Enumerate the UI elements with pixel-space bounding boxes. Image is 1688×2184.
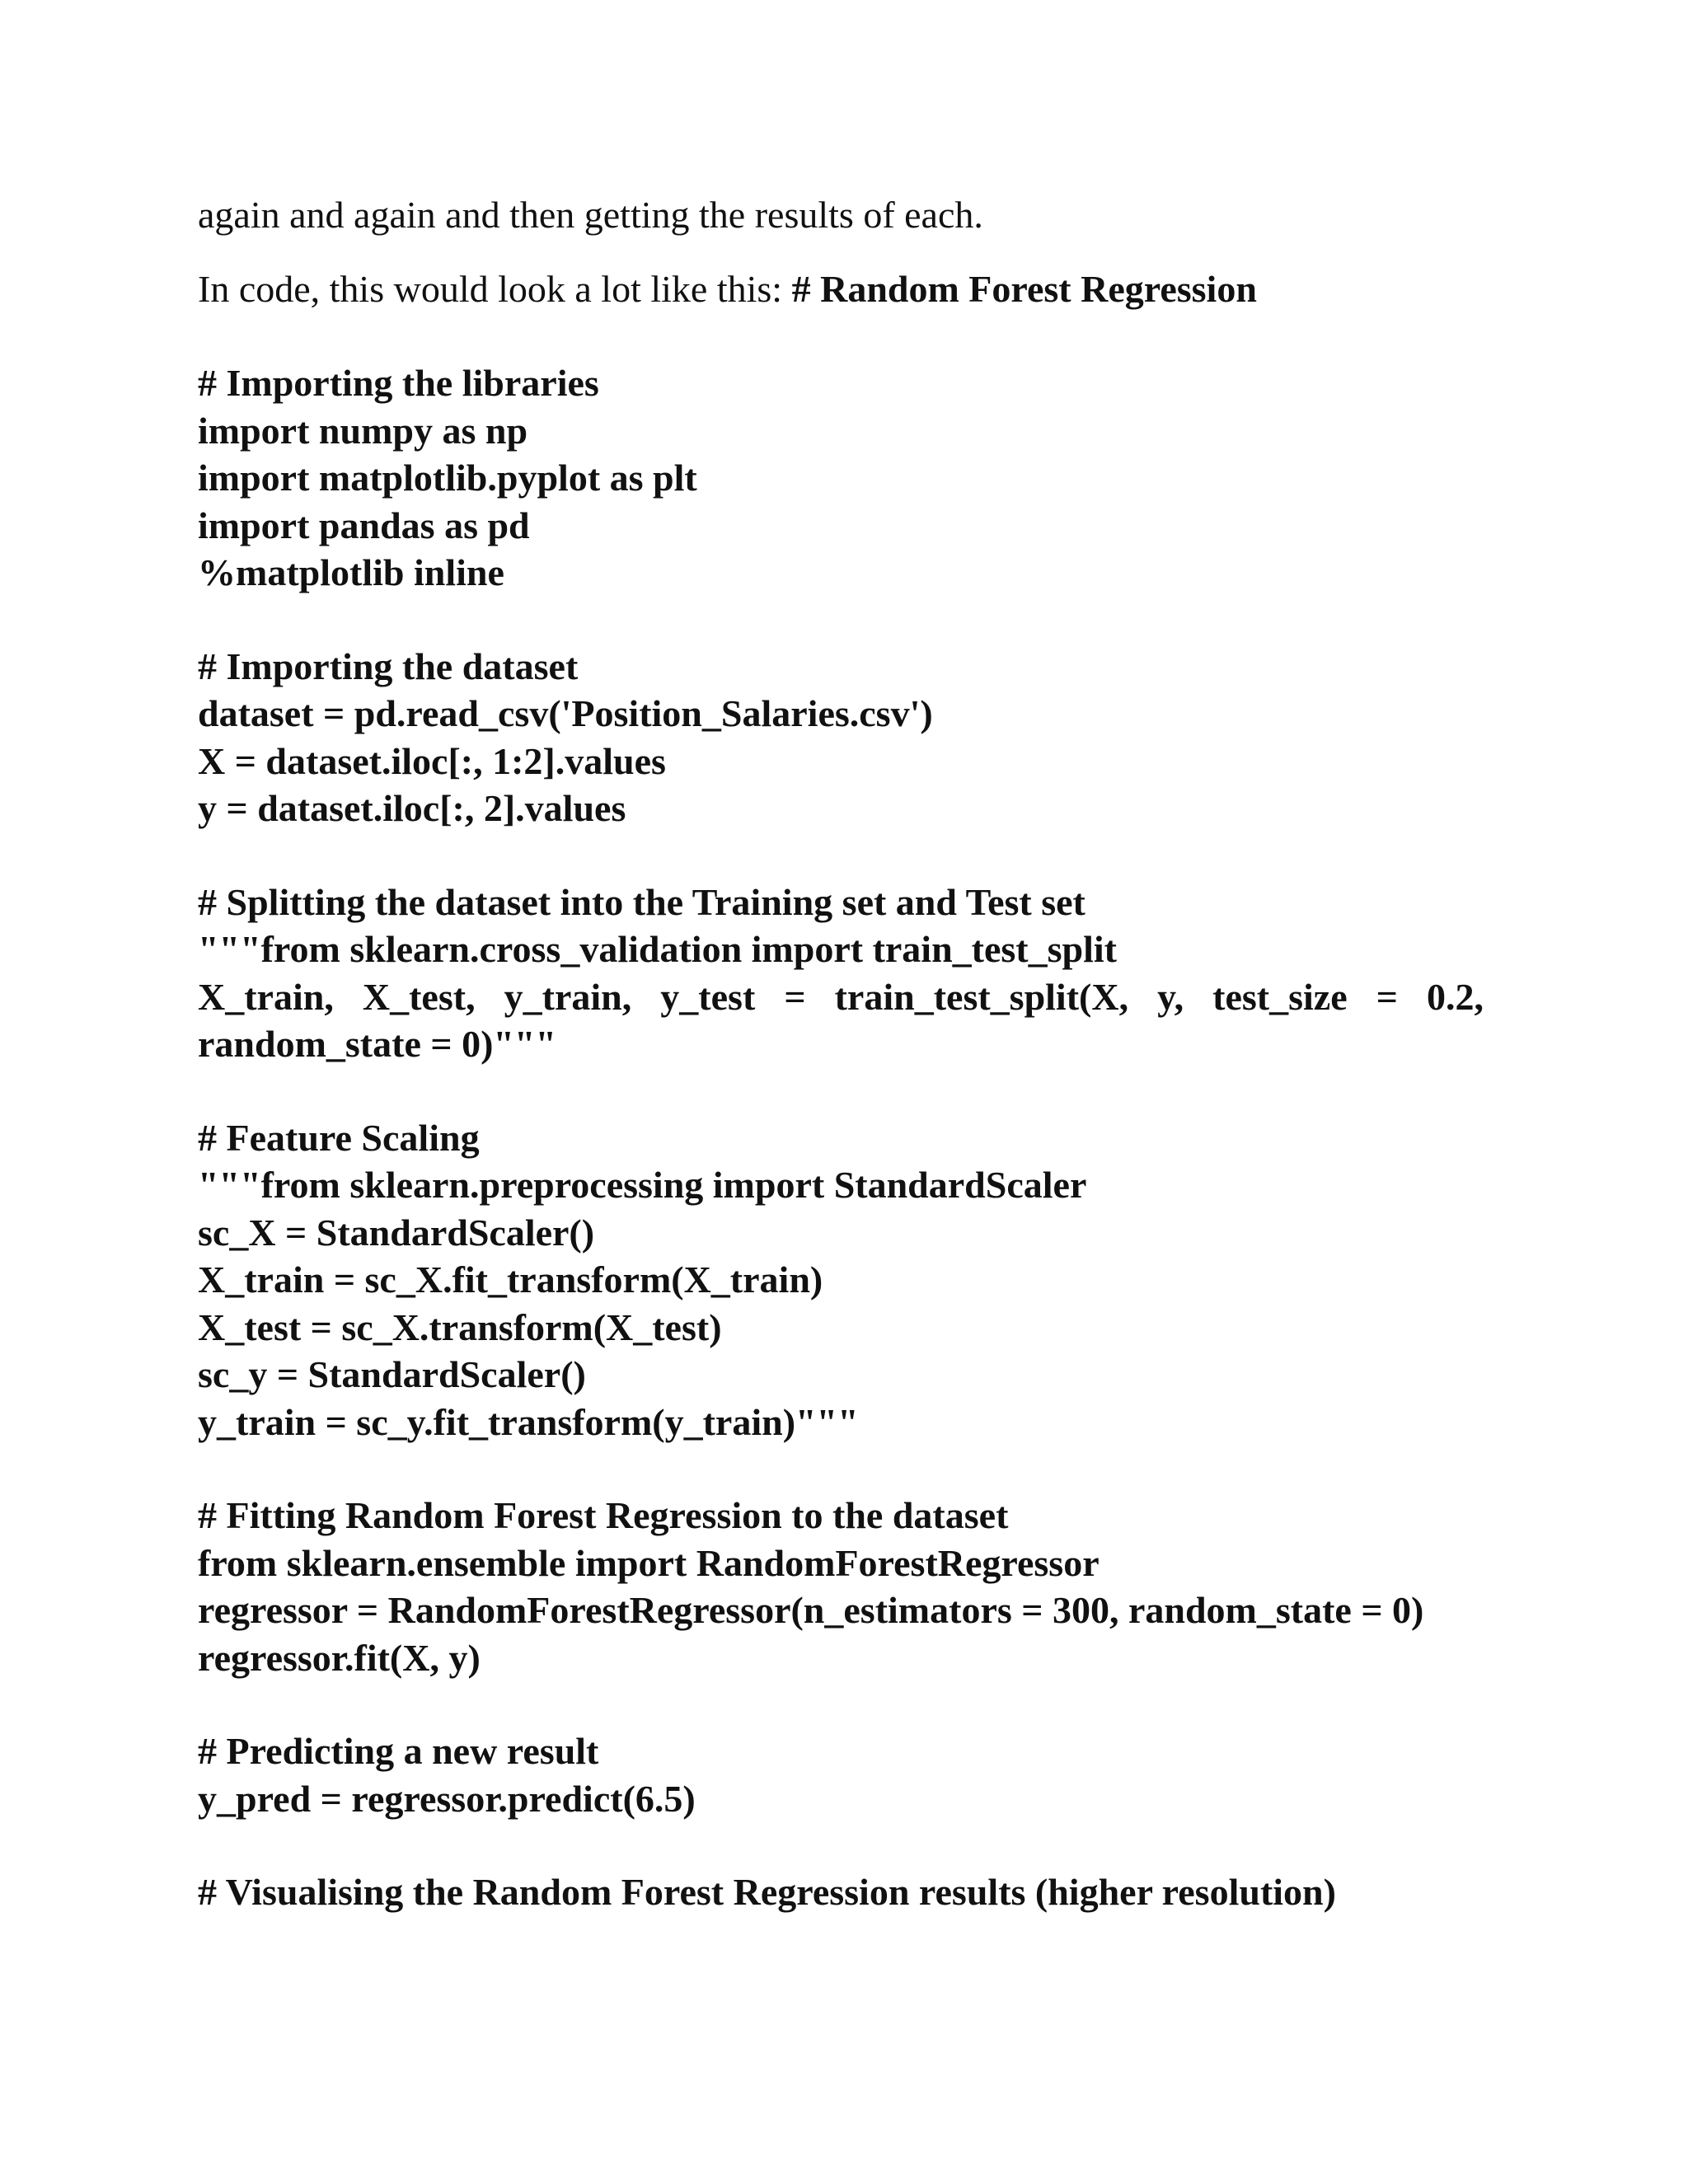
code-line: X_train = sc_X.fit_transform(X_train) <box>198 1258 823 1301</box>
intro-line-2-plain: In code, this would look a lot like this: <box>198 268 792 310</box>
code-comment: # Fitting Random Forest Regression to the dataset <box>198 1494 1009 1536</box>
code-line: """from sklearn.cross_validation import train_test_split <box>198 928 1117 970</box>
code-line: %matplotlib inline <box>198 551 504 593</box>
code-block-libraries <box>198 359 1484 597</box>
code-line: sc_X = StandardScaler() <box>198 1211 595 1254</box>
code-line: import pandas as pd <box>198 504 530 546</box>
code-line: regressor = RandomForestRegressor(n_estimators = 300, random_state = 0) <box>198 1589 1424 1631</box>
code-block-scaling <box>198 1114 1484 1446</box>
document-page <box>198 191 1484 1962</box>
code-line: y = dataset.iloc[:, 2].values <box>198 787 626 829</box>
code-line: regressor.fit(X, y) <box>198 1636 481 1679</box>
code-line: dataset = pd.read_csv('Position_Salaries.csv') <box>198 692 933 734</box>
intro-line-2-heading: # Random Forest Regression <box>791 268 1257 310</box>
code-block-dataset <box>198 643 1484 832</box>
code-comment: # Importing the libraries <box>198 362 599 404</box>
code-line: X_train, X_test, y_train, y_test = train_test_split(X, y, test_size = 0.2, <box>198 975 1484 1018</box>
intro-line-1: again and again and then getting the results of each. <box>198 194 983 236</box>
code-block-predicting <box>198 1727 1484 1822</box>
code-comment: # Visualising the Random Forest Regression results (higher resolution) <box>198 1871 1336 1913</box>
code-line: y_pred = regressor.predict(6.5) <box>198 1777 696 1820</box>
code-line: X_test = sc_X.transform(X_test) <box>198 1305 722 1348</box>
code-line: from sklearn.ensemble import RandomForestRegressor <box>198 1541 1100 1584</box>
code-line: random_state = 0)""" <box>198 1023 557 1065</box>
code-comment: # Feature Scaling <box>198 1116 480 1159</box>
code-line: X = dataset.iloc[:, 1:2].values <box>198 739 666 782</box>
code-comment: # Predicting a new result <box>198 1730 599 1772</box>
code-line: import matplotlib.pyplot as plt <box>198 457 697 499</box>
code-comment: # Importing the dataset <box>198 644 579 687</box>
code-comment: # Splitting the dataset into the Training set and Test set <box>198 880 1085 923</box>
code-line: """from sklearn.preprocessing import StandardScaler <box>198 1164 1087 1206</box>
code-block-fitting <box>198 1492 1484 1681</box>
code-block-split <box>198 879 1484 1068</box>
code-line: import numpy as np <box>198 409 528 452</box>
code-line: sc_y = StandardScaler() <box>198 1353 586 1395</box>
code-block-visualising <box>198 1868 1484 1916</box>
code-line: y_train = sc_y.fit_transform(y_train)""" <box>198 1400 859 1443</box>
intro-line-2 <box>198 265 1484 313</box>
